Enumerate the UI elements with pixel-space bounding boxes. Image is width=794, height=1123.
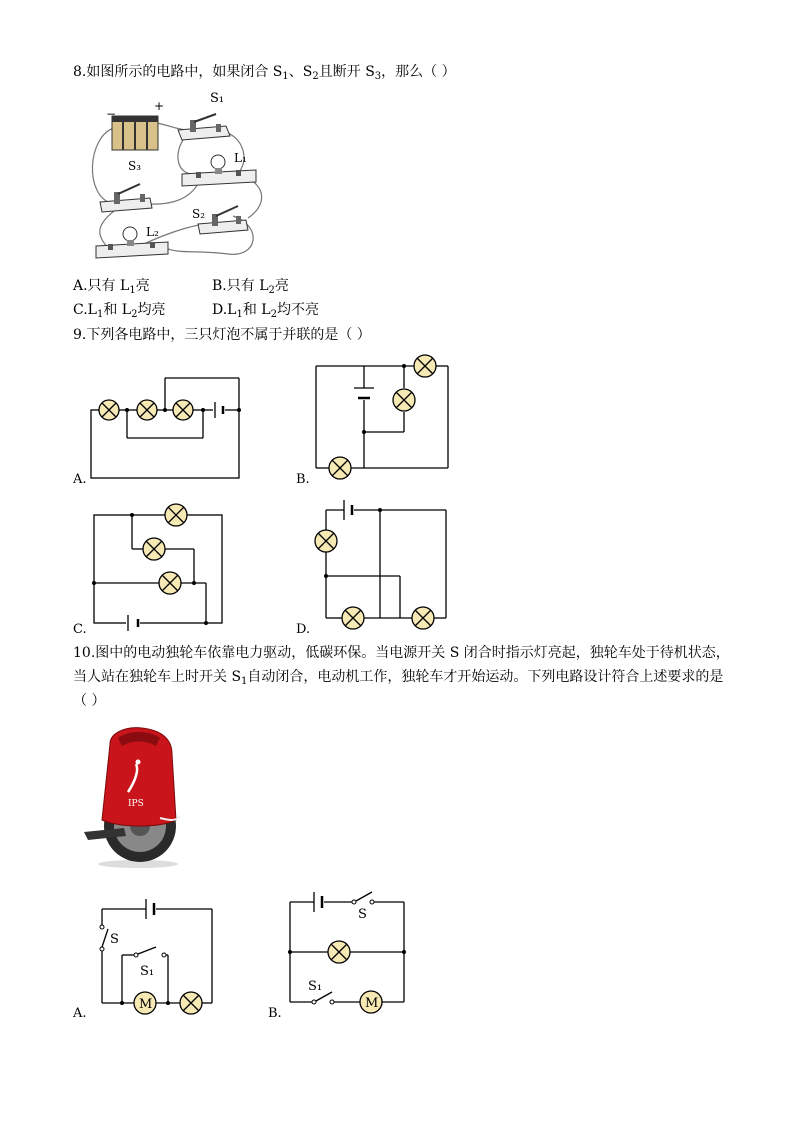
q8-circuit-figure (78, 86, 278, 266)
lamp-icon (315, 530, 337, 552)
q9-circuit-c[interactable] (88, 503, 228, 628)
q9-label-c: C. (73, 622, 87, 637)
svg-text:S: S (110, 932, 119, 947)
lamp-icon (165, 504, 187, 526)
lamp-l2-icon (96, 225, 168, 258)
switch-s1-icon (134, 947, 166, 979)
q10-circuit-b[interactable] (284, 888, 414, 1016)
switch-s-icon (352, 892, 374, 922)
lamp-icon (328, 941, 350, 963)
lamp-icon (342, 607, 364, 629)
q9-circuit-b[interactable] (310, 352, 455, 482)
q9-label-a: A. (73, 472, 87, 487)
svg-text:M: M (139, 997, 153, 1012)
q10-stem-line2: 当人站在独轮车上时开关 $S_1$自动闭合，电动机工作，独轮车才开始运动。下列电路设计符合上述要求的是 (73, 669, 724, 687)
lamp-icon (159, 572, 181, 594)
switch-s-icon (100, 925, 119, 951)
lamp-icon (143, 538, 165, 560)
svg-text:S₃: S₃ (128, 159, 142, 173)
lamp-l1-icon (182, 151, 256, 186)
switch-s1-icon (178, 91, 230, 140)
q10-stem-line1: 10.图中的电动独轮车依靠电力驱动，低碳环保。当电源开关 S 闭合时指示灯亮起，独轮车处于待机状态， (73, 645, 730, 661)
svg-text:S: S (358, 907, 367, 922)
svg-text:S₁: S₁ (308, 979, 323, 994)
lamp-icon (412, 607, 434, 629)
q8-option-b[interactable]: B.只有 $L_2$亮 (212, 278, 289, 296)
switch-s3-icon (100, 159, 152, 212)
svg-text:+: + (154, 99, 165, 113)
q10-label-a: A. (73, 1006, 87, 1021)
svg-text:S₁: S₁ (140, 964, 155, 979)
battery-icon (106, 99, 164, 150)
q9-circuit-a[interactable] (85, 372, 245, 482)
q8-option-d[interactable]: $D.L_1$和 $L_2$均不亮 (212, 302, 319, 320)
lamp-icon (393, 389, 415, 411)
svg-text:M: M (365, 996, 379, 1011)
q8-option-c[interactable]: $C.L_1$和 $L_2$均亮 (73, 302, 166, 320)
motor-icon (134, 992, 156, 1014)
q10-stem-line3: （ ） (73, 693, 106, 709)
q9-circuit-d[interactable] (312, 500, 452, 630)
lamp-icon (99, 400, 119, 420)
svg-text:−: − (106, 107, 117, 121)
q8-stem: 8.如图所示的电路中，如果闭合 $S_1$、$S_2$且断开 $S_3$，那么（ ） (73, 64, 456, 82)
switch-s1-icon (308, 979, 334, 1004)
switch-s2-icon (192, 206, 248, 234)
q9-label-d: D. (296, 622, 311, 637)
svg-text:IPS: IPS (128, 799, 144, 809)
svg-text:S₁: S₁ (210, 91, 225, 106)
lamp-icon (414, 355, 436, 377)
q8-option-a[interactable]: A.只有 $L_1$亮 (73, 278, 150, 296)
unicycle-photo (80, 724, 190, 869)
lamp-icon (137, 400, 157, 420)
q10-label-b: B. (268, 1006, 282, 1021)
lamp-icon (329, 457, 351, 479)
q9-label-b: B. (296, 472, 310, 487)
lamp-icon (173, 400, 193, 420)
q9-stem: 9.下列各电路中，三只灯泡不属于并联的是（ ） (73, 327, 371, 343)
q10-circuit-a[interactable] (88, 893, 218, 1021)
motor-icon (360, 991, 382, 1013)
lamp-icon (180, 992, 202, 1014)
svg-text:L₂: L₂ (146, 225, 159, 239)
svg-text:S₂: S₂ (192, 207, 206, 221)
svg-text:L₁: L₁ (234, 151, 247, 165)
